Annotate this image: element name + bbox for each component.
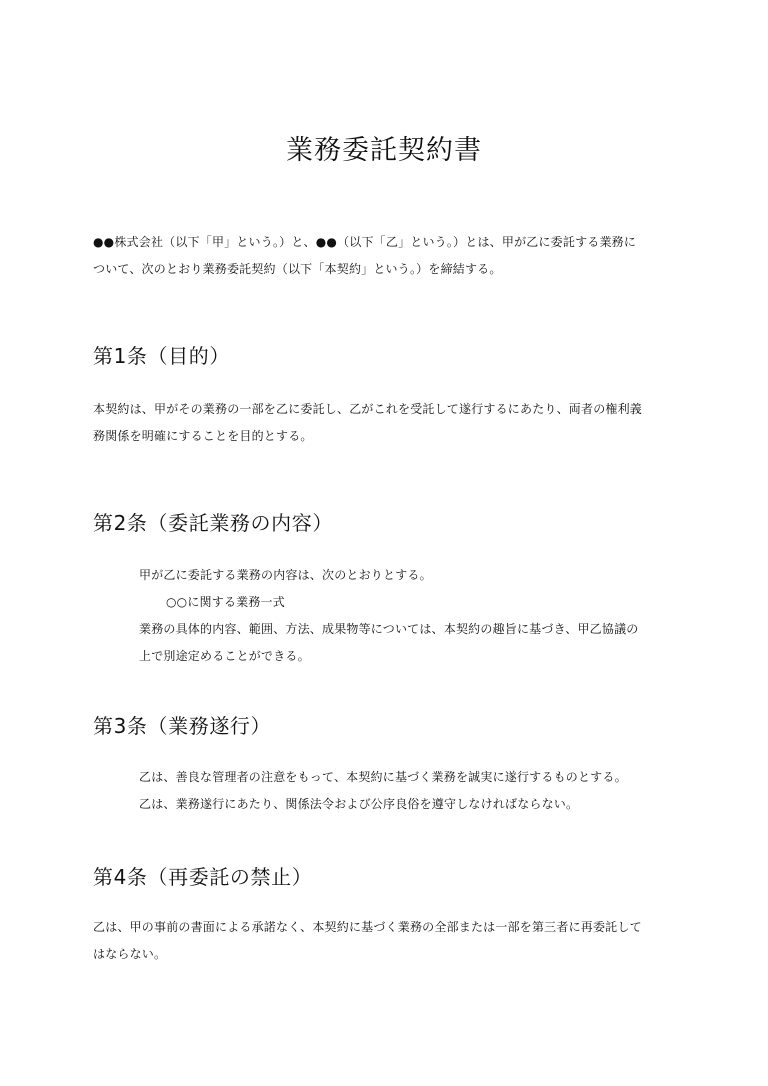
article-1-line: 本契約は、甲がその業務の一部を乙に委託し、乙がこれを受託して遂行するにあたり、両者の権利義 [93, 402, 643, 416]
article-3-body [93, 764, 683, 818]
intro-line: ●●株式会社（以下「甲」という。）と、●●（以下「乙」という。）とは、甲が乙に委託する業務に [93, 235, 637, 249]
article-2-line: 甲が乙に委託する業務の内容は、次のとおりとする。 [139, 568, 432, 582]
article-2-line: 業務の具体的内容、範囲、方法、成果物等については、本契約の趣旨に基づき、甲乙協議の [139, 622, 639, 636]
article-3-line: 乙は、善良な管理者の注意をもって、本契約に基づく業務を誠実に遂行するものとする。 [139, 770, 627, 784]
article-4-line: はならない。 [93, 947, 167, 961]
article-1-line: 務関係を明確にすることを目的とする。 [93, 429, 313, 443]
article-1-body [93, 396, 683, 450]
intro-line: ついて、次のとおり業務委託契約（以下「本契約」という。）を締結する。 [93, 262, 502, 276]
article-3-heading: 第3条（業務遂行） [93, 714, 272, 738]
article-4-line: 乙は、甲の事前の書面による承諾なく、本契約に基づく業務の全部または一部を第三者に再委託して [93, 920, 642, 934]
article-2-body [93, 562, 683, 670]
article-2-heading: 第2条（委託業務の内容） [93, 511, 333, 535]
article-1-heading: 第1条（目的） [93, 344, 230, 368]
intro-paragraph [93, 229, 683, 283]
article-3-line: 乙は、業務遂行にあたり、関係法令および公序良俗を遵守しなければならない。 [139, 797, 579, 811]
article-4-heading: 第4条（再委託の禁止） [93, 865, 313, 889]
article-4-body [93, 914, 683, 968]
article-2-line: ○○に関する業務一式 [166, 595, 285, 609]
document-title: 業務委託契約書 [286, 135, 482, 166]
article-2-line: 上で別途定めることができる。 [139, 649, 310, 663]
